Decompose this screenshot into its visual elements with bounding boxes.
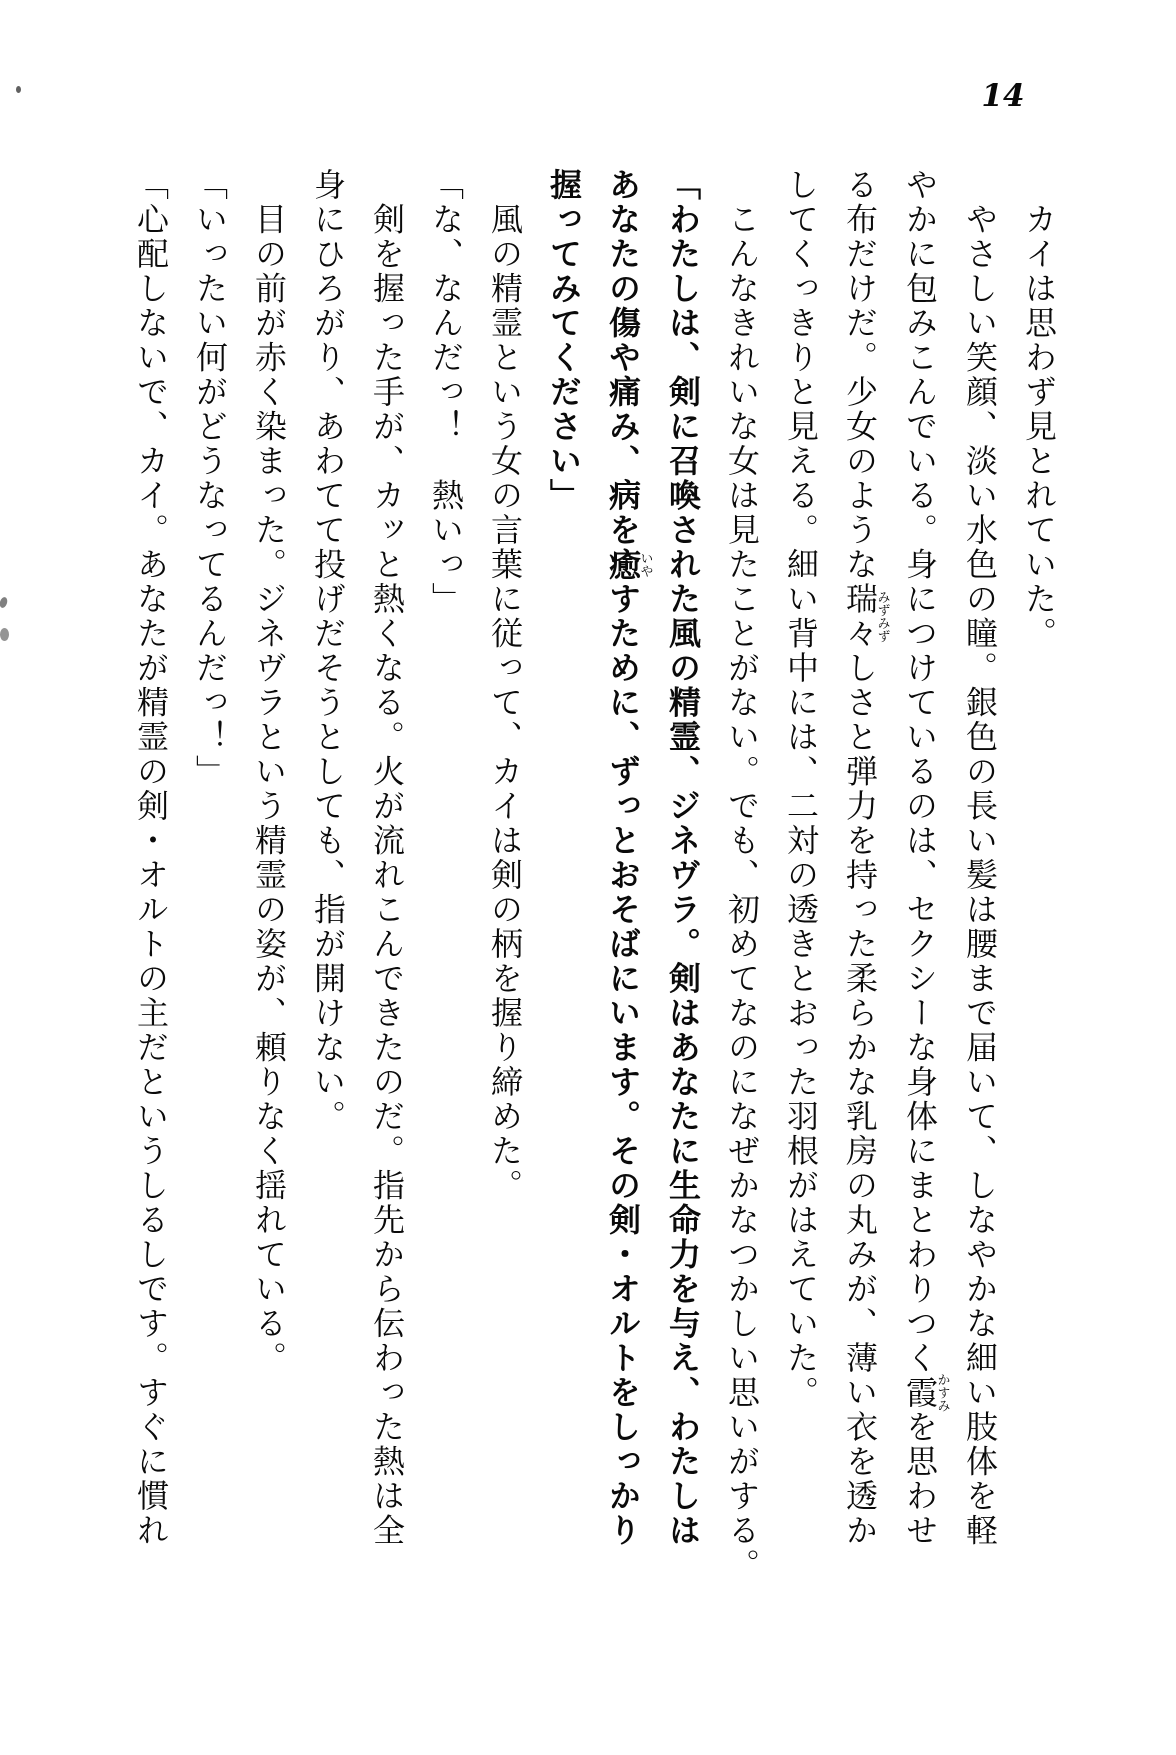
text-line: 剣を握った手が、カッと熱くなる。火が流れこんできたのだ。指先から伝わった熱は全: [369, 168, 405, 1548]
text-block: [118, 168, 1068, 1588]
furigana-ruby: 瑞々みずみず: [842, 582, 891, 651]
text-line: 「わたしは、剣に召喚された風の精霊、ジネヴラ。剣はあなたに生命力を与え、わたしは: [665, 168, 701, 1548]
text-line: カイは思わず見とれていた。: [1021, 168, 1057, 651]
text-line: やさしい笑顔、淡い水色の瞳。銀色の長い髪は腰まで届いて、しなやかな細い肢体を軽: [962, 168, 998, 1548]
text-line: やかに包みこんでいる。身につけているのは、セクシーな身体にまとわりつく霞かすみを思わせ: [902, 168, 951, 1548]
text-line: してくっきりと見える。細い背中には、二対の透きとおった羽根がはえていた。: [783, 168, 819, 1410]
text-line: る布だけだ。少女のような瑞々みずみずしさと弾力を持った柔らかな乳房の丸みが、薄い衣を透か: [842, 168, 891, 1548]
scan-artifact: [0, 596, 9, 609]
scan-artifact: [0, 628, 9, 641]
furigana-ruby: 霞かすみ: [902, 1373, 951, 1413]
text-line: 身にひろがり、あわてて投げだそうとしても、指が開けない。: [310, 168, 346, 1134]
text-line: 風の精霊という女の言葉に従って、カイは剣の柄を握り締めた。: [487, 168, 523, 1203]
text-line: あなたの傷や痛み、病を癒いやすために、ずっとおそばにいます。その剣・オルトをしっかり: [605, 168, 654, 1548]
text-line: 「いったい何がどうなってるんだっ！」: [192, 168, 228, 789]
text-line: 握ってみてください」: [546, 168, 582, 513]
text-line: 目の前が赤く染まった。ジネヴラという精霊の姿が、頼りなく揺れている。: [251, 168, 287, 1376]
furigana-ruby: 癒いや: [605, 547, 654, 582]
scan-artifact: [16, 86, 21, 93]
page-number: 14: [981, 78, 1025, 114]
text-line: 「心配しないで、カイ。あなたが精霊の剣・オルトの主だというしるしです。すぐに慣れ: [133, 168, 169, 1548]
text-line: 「な、なんだっ！ 熱いっ」: [428, 168, 464, 617]
text-line: こんなきれいな女は見たことがない。でも、初めてなのになぜかなつかしい思いがする。: [724, 168, 760, 1583]
